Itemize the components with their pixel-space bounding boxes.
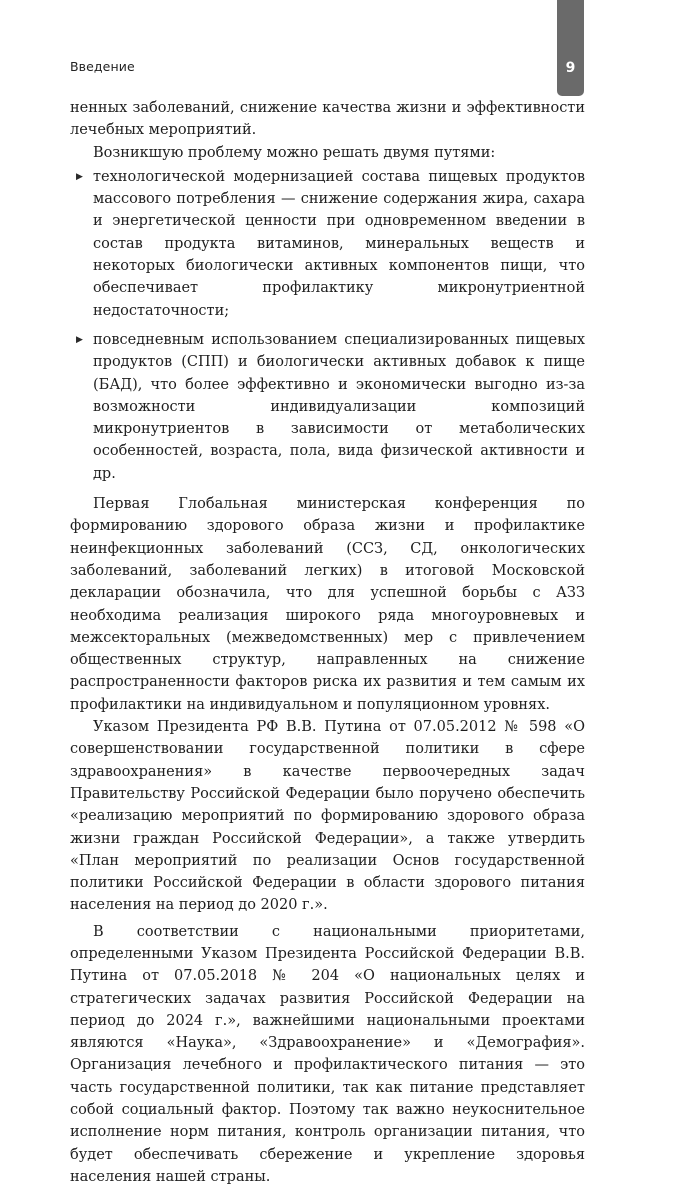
page-body [70, 97, 585, 1188]
paragraph-conference: Первая Глобальная министерская конференция по формированию здорового образа жизни и профилактике неинфекционных заболеваний (ССЗ, СД, онкологических заболеваний, заболеваний легких) в итоговой Московской декларации обозначила, что для успешной борьбы с АЗЗ необходима реализация широкого ряда многоуровневых и межсекторальных (межведомственных) мер с привлечением общественных структур, направленных на снижение распространенности факторов риска их развития и тем самым их профилактики на индивидуальном и популяционном уровнях. [70, 496, 585, 713]
bullet-text: технологической модернизацией состава пищевых продуктов массового потребления — снижение содержания жира, сахара и энергетической ценности при одновременном введении в состав продукта витаминов, минеральных веществ и некоторых биологически активных компонентов пищи, что обеспечивает профилактику микронутриентной недостаточности; [93, 168, 585, 319]
paragraph-decree-2018: В соответствии с национальными приоритетами, определенными Указом Президента Российской Федерации В.В. Путина от 07.05.2018 № 204 «О национальных целях и стратегических задачах развития Российской Федерации на период до 2024 г.», важнейшими национальными проектами являются «Наука», «Здравоохранение» и «Демография». Организация лечебного и профилактического питания — это часть государственной политики, так как питание представляет собой социальный фактор. Поэтому так важно неукоснительное исполнение норм питания, контроль организации питания, что будет обеспечивать сбережение и укрепление здоровья населения нашей страны. [70, 923, 585, 1185]
triangle-bullet-icon: ▶ [76, 171, 83, 182]
bullet-list [70, 166, 585, 485]
bullet-text: повседневным использованием специализированных пищевых продуктов (СПП) и биологически активных добавок к пище (БАД), что более эффективно и экономически выгодно из-за возможности индивидуализации композиций микронутриентов в зависимости от метаболических особенностей, возраста, пола, вида физической активности и др. [93, 331, 585, 482]
triangle-bullet-icon: ▶ [76, 334, 83, 345]
bullet-item [70, 166, 585, 322]
page-number-tab [557, 0, 584, 96]
bullet-item [70, 329, 585, 485]
page-number: 9 [565, 60, 576, 76]
paragraph-decree-2012: Указом Президента РФ В.В. Путина от 07.05.2012 № 598 «О совершенствовании государственной политики в сфере здравоохранения» в качестве первоочередных задач Правительству Российской Федерации было поручено обеспечить «реализацию мероприятий по формированию здорового образа жизни граждан Российской Федерации», а также утвердить «План мероприятий по реализации Основ государственной политики Российской Федерации в области здорового питания населения на период до 2020 г.». [70, 719, 585, 914]
paragraph-intro: Возникшую проблему можно решать двумя путями: [93, 144, 496, 161]
paragraph-continuation: ненных заболеваний, снижение качества жизни и эффективности лечебных мероприятий. [70, 100, 585, 139]
running-head: Введение [70, 59, 135, 74]
